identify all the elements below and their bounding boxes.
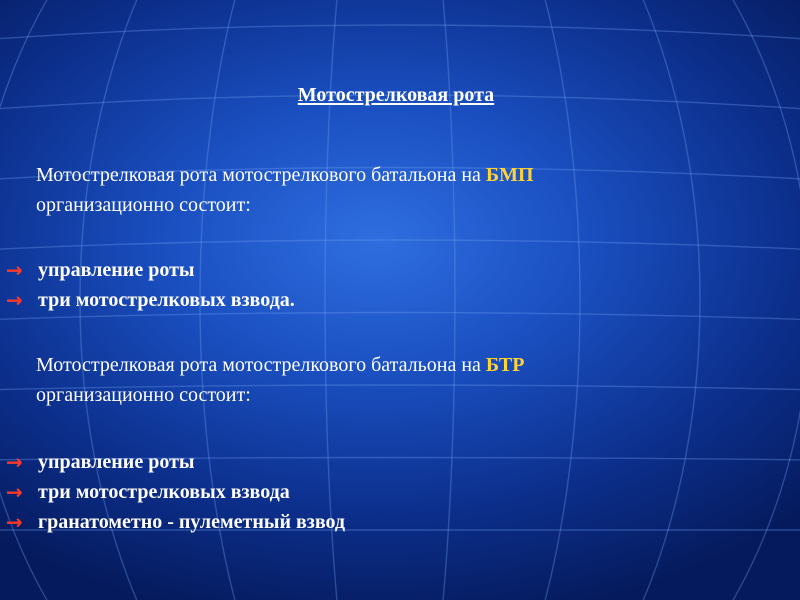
- block1-line1: [36, 160, 776, 190]
- list-item-text: управление роты: [38, 258, 195, 281]
- list-item-text: управление роты: [38, 450, 195, 473]
- arrow-right-icon: →: [6, 480, 23, 504]
- list-item-text: три мотострелковых взвода: [38, 480, 290, 503]
- list-item: [0, 285, 760, 315]
- block2-list: [0, 447, 760, 537]
- arrow-right-icon: →: [6, 258, 23, 282]
- block2-paragraph: [36, 350, 776, 410]
- block2-highlight: БТР: [485, 354, 525, 376]
- list-item: [0, 255, 760, 285]
- arrow-right-icon: →: [6, 288, 23, 312]
- block1-paragraph: [36, 160, 776, 220]
- slide-title: Мотострелковая рота: [297, 84, 495, 106]
- list-item: [0, 507, 760, 537]
- list-item: [0, 447, 760, 477]
- arrow-right-icon: →: [6, 510, 23, 534]
- arrow-right-icon: →: [6, 450, 23, 474]
- block1-line2: организационно состоит:: [36, 194, 251, 216]
- list-item: [0, 477, 760, 507]
- block2-line2: организационно состоит:: [36, 384, 251, 406]
- block2-line1: [36, 350, 776, 380]
- list-item-text: гранатометно - пулеметный взвод: [38, 510, 346, 533]
- list-item-text: три мотострелковых взвода.: [38, 288, 295, 311]
- block1-highlight: БМП: [485, 164, 534, 186]
- block1-text: Мотострелковая рота мотострелкового батальона на: [36, 164, 486, 186]
- block1-list: [0, 255, 760, 315]
- block2-text: Мотострелковая рота мотострелкового батальона на: [36, 354, 486, 376]
